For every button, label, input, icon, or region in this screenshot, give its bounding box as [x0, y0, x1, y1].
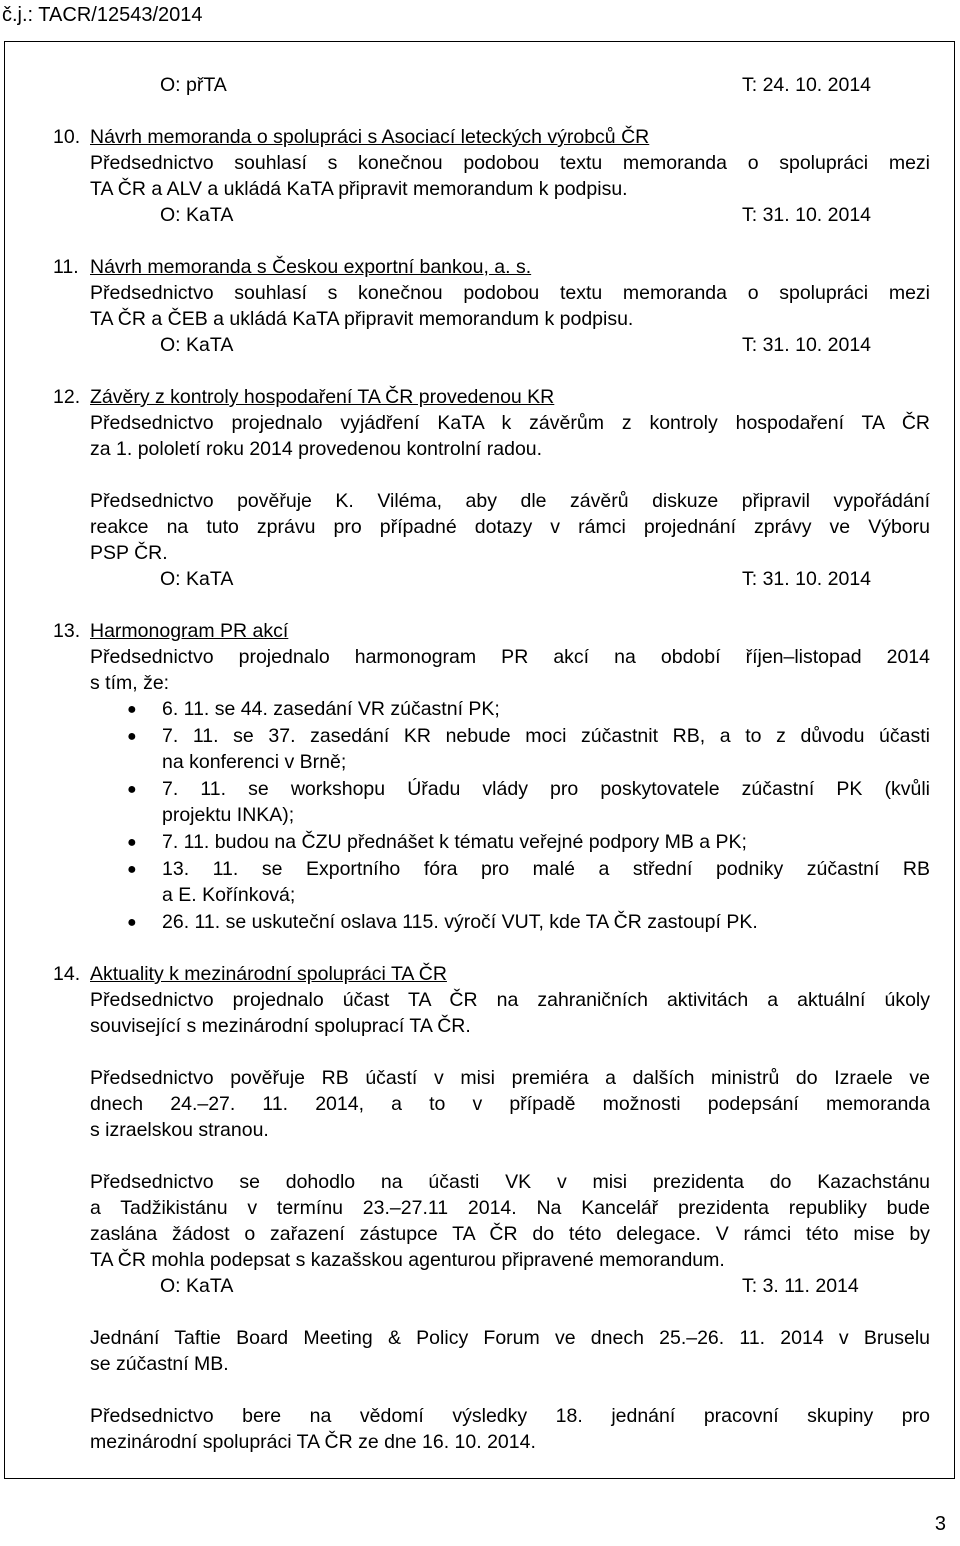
deadline-label: T: 31. 10. 2014 [742, 204, 872, 226]
item-title: Aktuality k mezinárodní spolupráci TA ČR [90, 963, 447, 985]
paragraph-line: dnech 24.–27. 11. 2014, a to v případě možnosti podepsání memoranda [90, 1093, 930, 1115]
paragraph-line: s tím, že: [90, 672, 170, 694]
deadline-label: T: 31. 10. 2014 [742, 568, 872, 590]
paragraph-line: a Tadžikistánu v termínu 23.–27.11 2014. Na Kancelář prezidenta republiky bude [90, 1197, 930, 1219]
paragraph-line: Předsednictvo souhlasí s konečnou podobou textu memoranda o spolupráci mezi [90, 152, 930, 174]
paragraph-line: TA ČR a ALV a ukládá KaTA připravit memorandum k podpisu. [90, 178, 628, 200]
document-reference: č.j.: TACR/12543/2014 [2, 4, 203, 26]
list-item: 13. 11. se Exportního fóra pro malé a střední podniky zúčastní RB [162, 858, 930, 880]
deadline-label: T: 3. 11. 2014 [742, 1275, 859, 1297]
list-item: 6. 11. se 44. zasedání VR zúčastní PK; [162, 698, 500, 720]
paragraph-line: PSP ČR. [90, 542, 168, 564]
item-title: Závěry z kontroly hospodaření TA ČR provedenou KR [90, 386, 555, 408]
item-number: 14. [53, 963, 81, 985]
item-title: Návrh memoranda s Českou exportní bankou, a. s. [90, 256, 532, 278]
list-item: 26. 11. se uskuteční oslava 115. výročí VUT, kde TA ČR zastoupí PK. [162, 911, 758, 933]
item-number: 11. [53, 256, 79, 278]
paragraph-line: Předsednictvo souhlasí s konečnou podobou textu memoranda o spolupráci mezi [90, 282, 930, 304]
paragraph-line: za 1. pololetí roku 2014 provedenou kontrolní radou. [90, 438, 543, 460]
list-item-continuation: a E. Kořínková; [162, 884, 296, 906]
item-number: 13. [53, 620, 81, 642]
item-title: Návrh memoranda o spolupráci s Asociací leteckých výrobců ČR [90, 126, 650, 148]
owner-label: O: KaTA [160, 1275, 234, 1297]
paragraph-line: se zúčastní MB. [90, 1353, 229, 1375]
bullet-icon: ● [127, 914, 137, 931]
bullet-icon: ● [127, 728, 137, 745]
paragraph-line: Předsednictvo pověřuje K. Viléma, aby dle závěrů diskuze připravil vypořádání [90, 490, 930, 512]
paragraph-line: mezinárodní spolupráci TA ČR ze dne 16. 10. 2014. [90, 1431, 536, 1453]
paragraph-line: Předsednictvo projednalo harmonogram PR akcí na období říjen–listopad 2014 [90, 646, 930, 668]
paragraph-line: Předsednictvo pověřuje RB účastí v misi premiéra a dalších ministrů do Izraele ve [90, 1067, 930, 1089]
page-number: 3 [934, 1513, 946, 1535]
paragraph-line: s izraelskou stranou. [90, 1119, 269, 1141]
deadline-label: T: 31. 10. 2014 [742, 334, 872, 356]
item-number: 10. [53, 126, 81, 148]
list-item: 7. 11. se 37. zasedání KR nebude moci zúčastnit RB, a to z důvodu účasti [162, 725, 930, 747]
paragraph-line: Předsednictvo projednalo vyjádření KaTA k závěrům z kontroly hospodaření TA ČR [90, 412, 930, 434]
paragraph-line: TA ČR a ČEB a ukládá KaTA připravit memorandum k podpisu. [90, 308, 634, 330]
list-item-continuation: projektu INKA); [162, 804, 295, 826]
paragraph-line: reakce na tuto zprávu pro případné dotazy v rámci projednání zprávy ve Výboru [90, 516, 930, 538]
owner-label: O: KaTA [160, 568, 234, 590]
item-title: Harmonogram PR akcí [90, 620, 289, 642]
deadline-label: T: 24. 10. 2014 [742, 74, 872, 96]
owner-label: O: přTA [160, 74, 227, 96]
bullet-icon: ● [127, 701, 137, 718]
paragraph-line: Předsednictvo bere na vědomí výsledky 18. jednání pracovní skupiny pro [90, 1405, 930, 1427]
paragraph-line: zaslána žádost o zařazení zástupce TA ČR do této delegace. V rámci této mise by [90, 1223, 930, 1245]
owner-label: O: KaTA [160, 334, 234, 356]
bullet-icon: ● [127, 861, 137, 878]
owner-label: O: KaTA [160, 204, 234, 226]
paragraph-line: Jednání Taftie Board Meeting & Policy Forum ve dnech 25.–26. 11. 2014 v Bruselu [90, 1327, 930, 1349]
paragraph-line: TA ČR mohla podepsat s kazašskou agenturou připravené memorandum. [90, 1249, 725, 1271]
paragraph-line: Předsednictvo se dohodlo na účasti VK v misi prezidenta do Kazachstánu [90, 1171, 930, 1193]
paragraph-line: Předsednictvo projednalo účast TA ČR na zahraničních aktivitách a aktuální úkoly [90, 989, 930, 1011]
item-number: 12. [53, 386, 81, 408]
list-item: 7. 11. se workshopu Úřadu vlády pro poskytovatele zúčastní PK (kvůli [162, 778, 930, 800]
list-item-continuation: na konferenci v Brně; [162, 751, 347, 773]
paragraph-line: související s mezinárodní spoluprací TA ČR. [90, 1015, 471, 1037]
list-item: 7. 11. budou na ČZU přednášet k tématu veřejné podpory MB a PK; [162, 831, 747, 853]
bullet-icon: ● [127, 781, 137, 798]
bullet-icon: ● [127, 834, 137, 851]
